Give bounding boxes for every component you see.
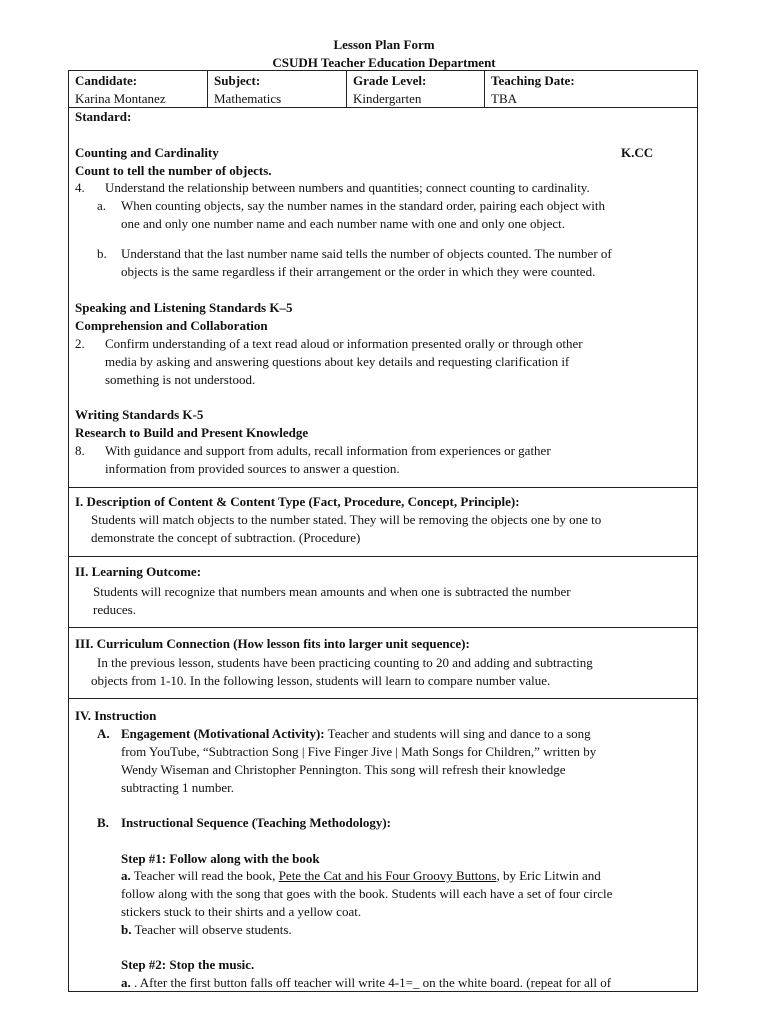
- ws-standard-text: information from provided sources to answer a question.: [105, 461, 400, 476]
- section-text: reduces.: [93, 602, 136, 617]
- step-text: stickers stuck to their shirts and a yellow coat.: [121, 904, 362, 919]
- item-number: 2.: [75, 336, 85, 351]
- step-title: Step #2: Stop the music.: [121, 957, 255, 972]
- section-heading: I. Description of Content & Content Type (Fact, Procedure, Concept, Principle):: [75, 494, 520, 509]
- date-value: TBA: [491, 90, 517, 106]
- standard-subitem-text: Understand that the last number name said tells the number of objects counted. The number of: [121, 246, 612, 261]
- standard-subitem-text: When counting objects, say the number names in the standard order, pairing each object with: [121, 198, 605, 213]
- grade-cell: [347, 71, 485, 108]
- candidate-value: Karina Montanez: [75, 90, 166, 106]
- curriculum-connection-section: [68, 628, 698, 699]
- engagement-heading: Engagement (Motivational Activity):: [121, 726, 325, 741]
- book-title: Pete the Cat and his Four Groovy Buttons: [278, 868, 497, 883]
- section-text: demonstrate the concept of subtraction. (Procedure): [91, 530, 361, 545]
- section-heading: III. Curriculum Connection (How lesson fits into larger unit sequence):: [75, 636, 470, 651]
- standard-cluster: Count to tell the number of objects.: [75, 163, 272, 178]
- section-text: objects from 1-10. In the following lesson, students will learn to compare number value.: [91, 673, 551, 688]
- step-marker: a.: [121, 868, 131, 883]
- ws-standard-title: Writing Standards K-5: [75, 407, 204, 422]
- standard-code: K.CC: [621, 145, 654, 160]
- standard-subitem-text: objects is the same regardless if their arrangement or the order in which they were counted.: [121, 264, 596, 279]
- ws-standard-text: With guidance and support from adults, recall information from experiences or gather: [105, 443, 551, 458]
- sl-standard-text: Confirm understanding of a text read aloud or information presented orally or through other: [105, 336, 583, 351]
- content-description-section: [68, 488, 698, 557]
- standard-section: [68, 107, 698, 488]
- step-line: [121, 921, 292, 939]
- sl-standard-text: something is not understood.: [105, 372, 256, 387]
- candidate-cell: [69, 71, 208, 108]
- list-marker: A.: [97, 726, 110, 741]
- instruction-section: [68, 699, 698, 992]
- instructional-sequence-heading: Instructional Sequence (Teaching Methodology):: [121, 815, 391, 830]
- engagement-text: Teacher and students will sing and dance to a song: [324, 726, 591, 741]
- lesson-header-table: [68, 70, 698, 108]
- list-marker: a.: [97, 198, 107, 213]
- department-title: CSUDH Teacher Education Department: [272, 55, 496, 70]
- step-line: [121, 974, 611, 992]
- step-line: [121, 867, 601, 885]
- candidate-label: Candidate:: [75, 73, 138, 88]
- learning-outcome-section: [68, 557, 698, 628]
- standard-item-text: Understand the relationship between numbers and quantities; connect counting to cardinality.: [105, 180, 590, 195]
- date-label: Teaching Date:: [491, 73, 575, 88]
- engagement-line: [121, 725, 591, 743]
- step-marker: b.: [121, 922, 132, 937]
- standard-label: Standard:: [75, 109, 132, 124]
- subject-cell: [208, 71, 347, 108]
- item-number: 8.: [75, 443, 85, 458]
- sl-standard-title: Speaking and Listening Standards K–5: [75, 300, 293, 315]
- date-cell: [485, 71, 698, 108]
- sl-standard-subtitle: Comprehension and Collaboration: [75, 318, 268, 333]
- step-title: Step #1: Follow along with the book: [121, 851, 320, 866]
- step-text: follow along with the song that goes with the book. Students will each have a set of four circle: [121, 886, 613, 901]
- form-title: Lesson Plan Form: [333, 37, 435, 52]
- list-marker: B.: [97, 815, 109, 830]
- engagement-text: Wendy Wiseman and Christopher Pennington. This song will refresh their knowledge: [121, 762, 566, 777]
- subject-value: Mathematics: [214, 90, 282, 106]
- ws-standard-subtitle: Research to Build and Present Knowledge: [75, 425, 309, 440]
- item-number: 4.: [75, 180, 85, 195]
- section-text: In the previous lesson, students have been practicing counting to 20 and adding and subtracting: [97, 655, 593, 670]
- step-marker: a.: [121, 975, 131, 990]
- grade-label: Grade Level:: [353, 73, 427, 88]
- sl-standard-text: media by asking and answering questions about key details and requesting clarification if: [105, 354, 570, 369]
- section-heading: IV. Instruction: [75, 708, 157, 723]
- engagement-text: from YouTube, “Subtraction Song | Five Finger Jive | Math Songs for Children,” written by: [121, 744, 597, 759]
- standard-subitem-text: one and only one number name and each number name with one and only one object.: [121, 216, 566, 231]
- section-heading: II. Learning Outcome:: [75, 564, 202, 579]
- grade-value: Kindergarten: [353, 90, 422, 106]
- section-text: Students will match objects to the number stated. They will be removing the objects one by one to: [91, 512, 602, 527]
- step-text: . After the first button falls off teacher will write 4-1=_ on the white board. (repeat for all of: [130, 975, 612, 990]
- subject-label: Subject:: [214, 73, 261, 88]
- standard-domain: Counting and Cardinality: [75, 145, 219, 160]
- step-text: , by Eric Litwin and: [496, 868, 601, 883]
- section-text: Students will recognize that numbers mean amounts and when one is subtracted the number: [93, 584, 571, 599]
- step-text: Teacher will read the book,: [130, 868, 279, 883]
- list-marker: b.: [97, 246, 107, 261]
- engagement-text: subtracting 1 number.: [121, 780, 235, 795]
- step-text: Teacher will observe students.: [131, 922, 292, 937]
